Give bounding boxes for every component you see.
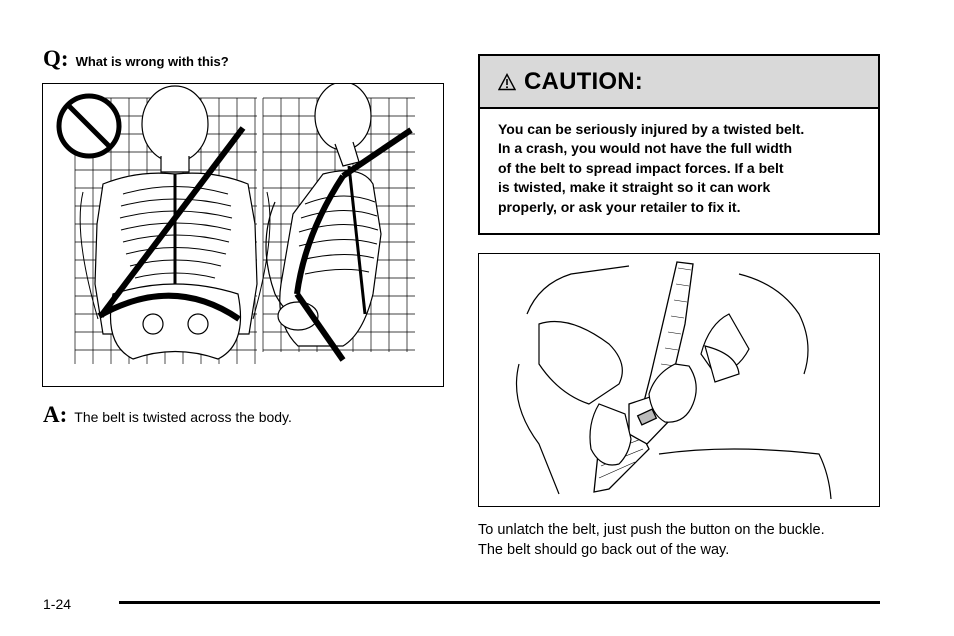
page-number: 1-24 [43,596,72,612]
question-marker: Q: [43,46,69,71]
answer-text: The belt is twisted across the body. [74,409,292,425]
question [43,46,229,72]
warning-triangle-icon [498,73,516,91]
caution-line: is twisted, make it straight so it can work [498,179,771,196]
unlatch-description [478,521,825,560]
caution-box [478,54,880,235]
twisted-belt-figure [42,83,444,387]
unlatch-buckle-illustration [479,254,878,505]
caution-title: CAUTION: [524,67,643,95]
caution-body [480,109,878,217]
caution-line: In a crash, you would not have the full width [498,140,793,157]
caution-line: properly, or ask your retailer to fix it. [498,198,741,215]
twisted-belt-illustration [43,84,442,385]
unlatch-buckle-figure [478,253,880,507]
question-text: What is wrong with this? [75,54,229,69]
description-line: To unlatch the belt, just push the button on the buckle. [478,522,825,538]
caution-line: of the belt to spread impact forces. If a belt [498,159,784,176]
footer-rule [119,601,880,604]
answer-marker: A: [43,402,68,427]
caution-header [480,56,878,109]
caution-line: You can be seriously injured by a twisted belt. [498,121,805,137]
prohibited-icon [59,96,119,156]
description-line: The belt should go back out of the way. [478,541,730,558]
answer [43,402,292,428]
